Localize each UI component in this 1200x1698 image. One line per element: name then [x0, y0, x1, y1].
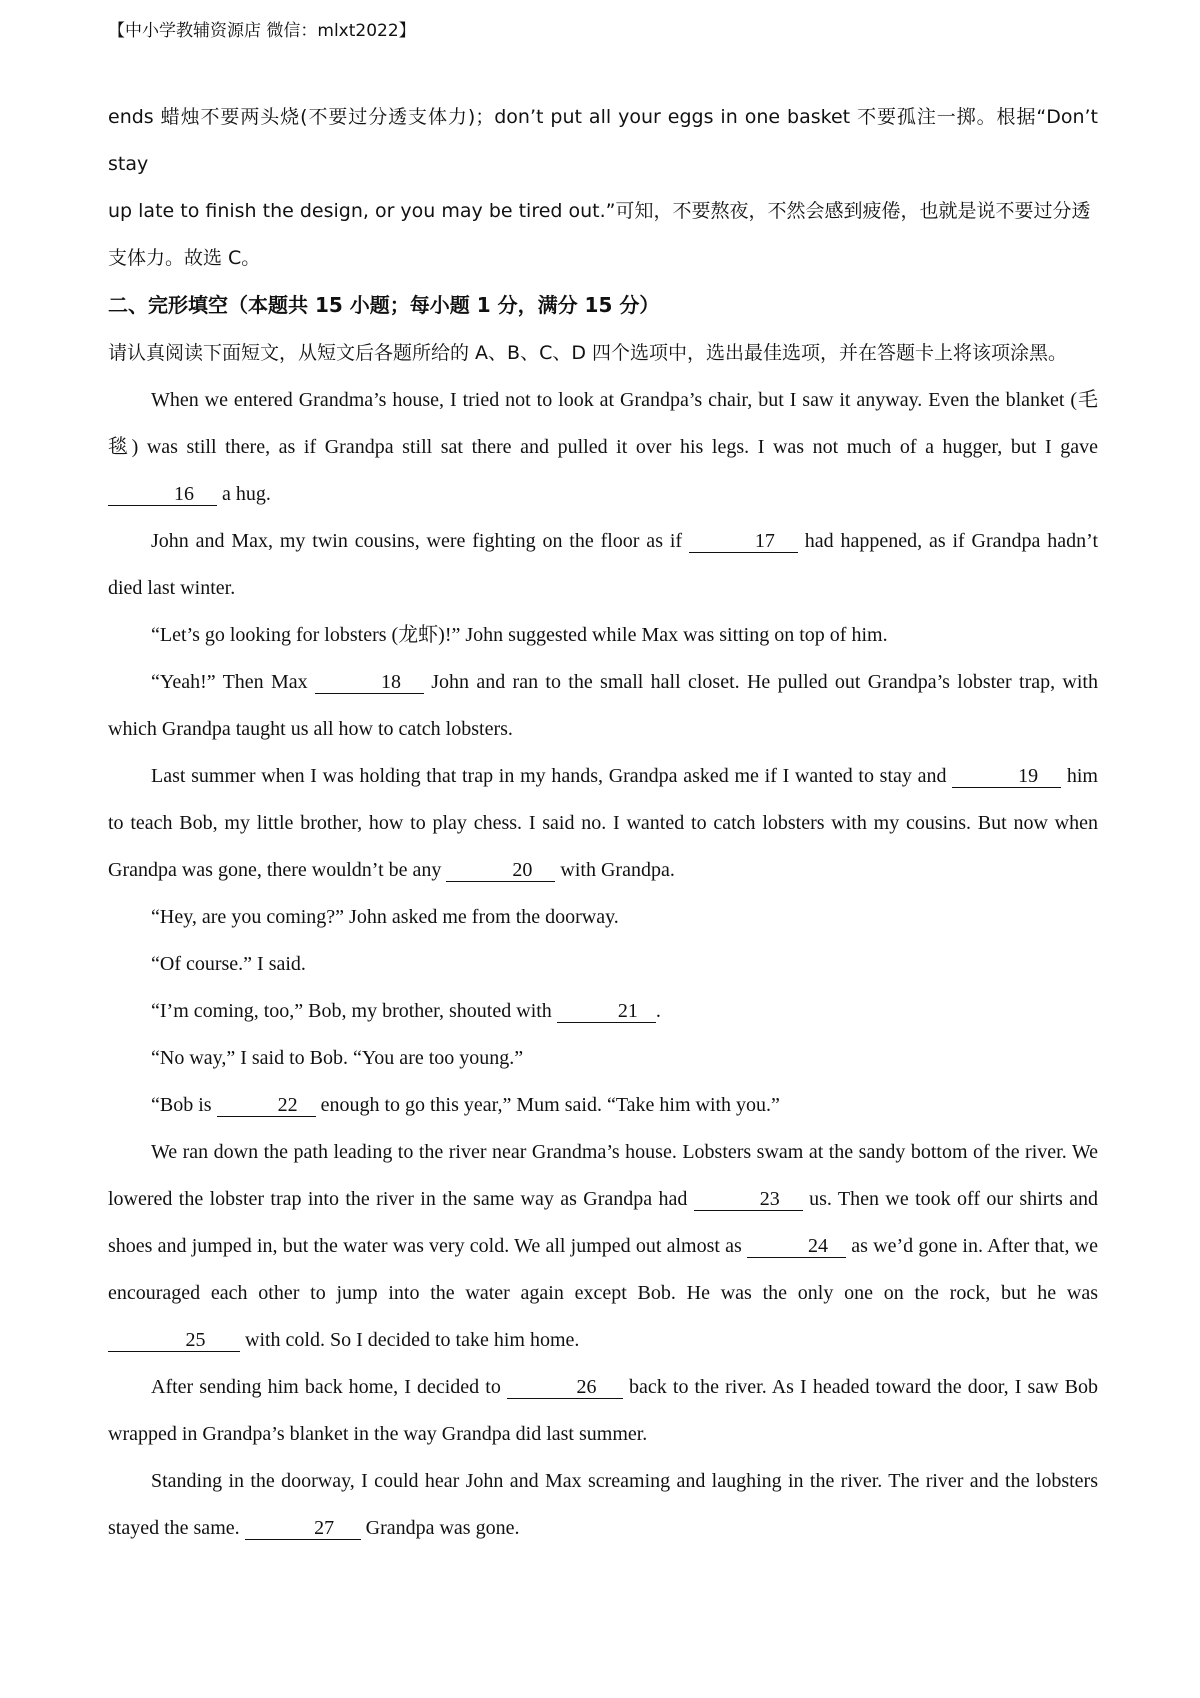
passage-text: John and Max, my twin cousins, were fighting on the floor as if	[151, 530, 689, 552]
blank-16: 16	[108, 483, 217, 506]
passage-text: had happened, as if Grandpa hadn’t died last winter.	[108, 530, 1098, 599]
passage-paragraph-12	[108, 1364, 1098, 1458]
blank-18: 18	[315, 671, 424, 694]
passage-paragraph-10	[108, 1082, 1098, 1129]
section-instructions	[108, 330, 1098, 377]
passage-text: “Of course.” I said.	[151, 953, 306, 975]
passage-text: “I’m coming, too,” Bob, my brother, shouted with	[151, 1000, 557, 1022]
passage-text: “Bob is	[151, 1094, 217, 1116]
passage-text: a hug.	[217, 483, 271, 505]
blank-26: 26	[507, 1376, 623, 1399]
blank-25: 25	[108, 1329, 240, 1352]
blank-27: 27	[245, 1517, 361, 1540]
blank-19: 19	[952, 765, 1061, 788]
passage-paragraph-11	[108, 1129, 1098, 1364]
explanation-line-1	[108, 94, 1098, 188]
passage-paragraph-3	[108, 612, 1098, 659]
explanation-text: 支体力。故选 C。	[108, 247, 261, 269]
passage-text: We ran down the path leading to the river near Grandma’s house. Lobsters swam at the sandy bottom of the river. We lowered the lobster trap into the river in the same way as Grandpa had	[108, 1141, 1098, 1210]
blank-23: 23	[694, 1188, 803, 1211]
section-title-text: 二、完形填空（本题共 15 小题；每小题 1 分，满分 15 分）	[108, 293, 660, 317]
passage-text: Last summer when I was holding that trap in my hands, Grandpa asked me if I wanted to stay and	[151, 765, 953, 787]
passage-text: Grandpa was gone.	[360, 1517, 520, 1539]
passage-paragraph-4	[108, 659, 1098, 753]
passage-text: “Let’s go looking for lobsters (龙虾)!” John suggested while Max was sitting on top of him.	[151, 624, 888, 646]
passage-paragraph-2	[108, 518, 1098, 612]
blank-21: 21	[557, 1000, 656, 1023]
passage-text: “Hey, are you coming?” John asked me from the doorway.	[151, 906, 619, 928]
passage-text: him to teach Bob, my little brother, how to play chess. I said no. I wanted to catch lobsters with my cousins. But now when Grandpa was gone, there wouldn’t be any	[108, 765, 1098, 881]
passage-text: us. Then we took off our shirts and shoes and jumped in, but the water was very cold. We all jumped out almost as	[108, 1188, 1098, 1257]
passage-text: .	[655, 1000, 661, 1022]
explanation-text: up late to finish the design, or you may be tired out.”可知，不要熬夜，不然会感到疲倦，也就是说不要过分透	[108, 200, 1091, 222]
passage-paragraph-8	[108, 988, 1098, 1035]
passage-text: “Yeah!” Then Max	[151, 671, 315, 693]
passage-text: John and ran to the small hall closet. He pulled out Grandpa’s lobster trap, with which Grandpa taught us all how to catch lobsters.	[108, 671, 1098, 740]
passage-text: back to the river. As I headed toward the door, I saw Bob wrapped in Grandpa’s blanket in the way Grandpa did last summer.	[108, 1376, 1098, 1445]
passage-paragraph-5	[108, 753, 1098, 894]
blank-20: 20	[446, 859, 555, 882]
passage-text: When we entered Grandma’s house, I tried not to look at Grandpa’s chair, but I saw it anyway. Even the blanket (毛毯) was still there, as if Grandpa still sat there and pulled it over his legs. I was not much of a hugger, but I gave	[108, 389, 1098, 458]
explanation-line-2	[108, 188, 1098, 235]
document-body	[108, 94, 1098, 1552]
section-title	[108, 282, 1098, 330]
passage-paragraph-7	[108, 941, 1098, 988]
passage-paragraph-13	[108, 1458, 1098, 1552]
blank-17: 17	[689, 530, 798, 553]
passage-paragraph-1	[108, 377, 1098, 518]
explanation-line-3	[108, 235, 1098, 282]
passage-text: as we’d gone in. After that, we encouraged each other to jump into the water again except Bob. He was the only one on the rock, but he was	[108, 1235, 1098, 1304]
passage-text: Standing in the doorway, I could hear John and Max screaming and laughing in the river. The river and the lobsters stayed the same.	[108, 1470, 1098, 1539]
passage-text: “No way,” I said to Bob. “You are too young.”	[151, 1047, 524, 1069]
passage-text: with cold. So I decided to take him home.	[240, 1329, 580, 1351]
passage-text: enough to go this year,” Mum said. “Take him with you.”	[315, 1094, 780, 1116]
passage-text: After sending him back home, I decided to	[151, 1376, 507, 1398]
blank-22: 22	[217, 1094, 316, 1117]
passage-text: with Grandpa.	[555, 859, 675, 881]
passage-paragraph-6	[108, 894, 1098, 941]
instructions-text: 请认真阅读下面短文，从短文后各题所给的 A、B、C、D 四个选项中，选出最佳选项，并在答题卡上将该项涂黑。	[108, 342, 1068, 364]
blank-24: 24	[747, 1235, 846, 1258]
explanation-text: ends 蜡烛不要两头烧(不要过分透支体力)；don’t put all your eggs in one basket 不要孤注一掷。根据“Don’t stay	[108, 106, 1098, 175]
passage-paragraph-9	[108, 1035, 1098, 1082]
header-note: 【中小学教辅资源店 微信：mlxt2022】	[108, 21, 416, 41]
